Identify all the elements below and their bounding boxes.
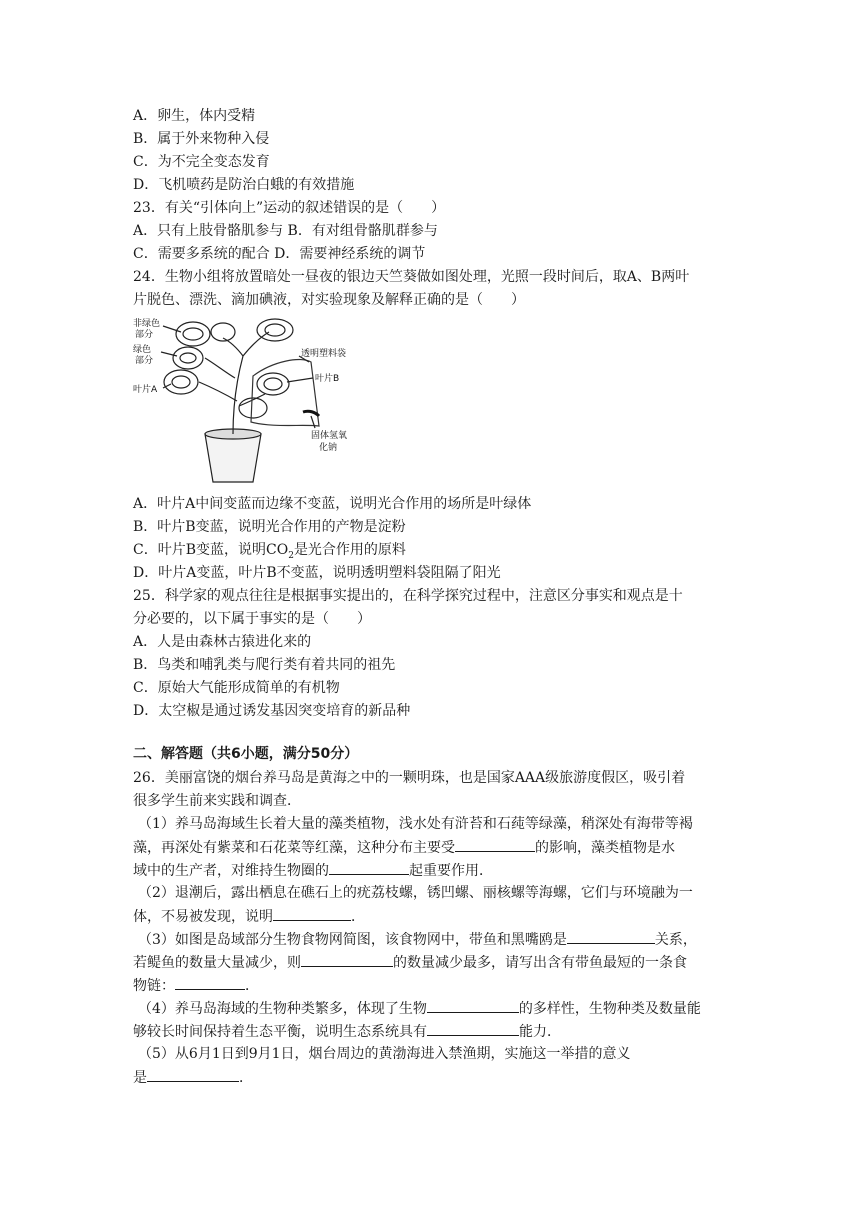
answer-blank[interactable] bbox=[147, 1067, 239, 1082]
q25-stem-line1: 25．科学家的观点往往是根据事实提出的，在科学探究过程中，注意区分事实和观点是十 bbox=[133, 588, 683, 604]
q26-part3-line3: 物链： ． bbox=[133, 975, 259, 995]
answer-blank[interactable] bbox=[427, 998, 519, 1013]
q23-options-ab: A．只有上肢骨骼肌参与 B．有对组骨骼肌群参与 bbox=[133, 223, 438, 239]
q25-option-d: D．太空椒是通过诱发基因突变培育的新品种 bbox=[133, 703, 411, 719]
q22-option-a: A．卵生，体内受精 bbox=[133, 108, 256, 124]
q26-stem-line1: 26．美丽富饶的烟台养马岛是黄海之中的一颗明珠，也是国家AAA级旅游度假区，吸引着 bbox=[133, 770, 686, 786]
q26-part3-line2: 若鳀鱼的数量大量减少，则 的数量减少最多，请写出含有带鱼最短的一条食 bbox=[133, 952, 687, 972]
q23-options-cd: C．需要多系统的配合 D．需要神经系统的调节 bbox=[133, 246, 426, 262]
section-title: 二、解答题（共6小题，满分50分） bbox=[133, 746, 359, 762]
label-green-2: 部分 bbox=[135, 356, 154, 366]
geranium-diagram bbox=[133, 316, 358, 486]
q26-part2-line1: （2）退潮后，露出栖息在礁石上的疣荔枝螺，锈凹螺、丽核螺等海螺，它们与环境融为一 bbox=[138, 885, 693, 901]
answer-blank[interactable] bbox=[329, 860, 409, 875]
answer-blank[interactable] bbox=[273, 906, 351, 921]
answer-blank[interactable] bbox=[567, 929, 655, 944]
q24-option-d: D．叶片A变蓝，叶片B不变蓝，说明透明塑料袋阻隔了阳光 bbox=[133, 565, 501, 581]
q22-option-b: B．属于外来物种入侵 bbox=[133, 131, 270, 147]
q26-part5-line1: （5）从6月1日到9月1日，烟台周边的黄渤海进入禁渔期，实施这一举措的意义 bbox=[138, 1046, 631, 1062]
q26-part1-line1: （1）养马岛海域生长着大量的藻类植物，浅水处有浒苔和石莼等绿藻，稍深处有海带等褐 bbox=[138, 816, 693, 832]
answer-blank[interactable] bbox=[427, 1021, 519, 1036]
label-naoh-2: 化钠 bbox=[319, 443, 338, 453]
label-bag: 透明塑料袋 bbox=[301, 349, 347, 359]
q26-part4-line1: （4）养马岛海域的生物种类繁多，体现了生物 的多样性，生物种类及数量能 bbox=[138, 998, 701, 1018]
q26-part2-line2: 体，不易被发现，说明 ． bbox=[133, 906, 365, 926]
q24-option-a: A．叶片A中间变蓝而边缘不变蓝，说明光合作用的场所是叶绿体 bbox=[133, 496, 532, 512]
plant-experiment-figure bbox=[133, 316, 358, 486]
q26-part1-line3: 域中的生产者，对维持生物圈的 起重要作用． bbox=[133, 860, 493, 880]
q25-option-c: C．原始大气能形成简单的有机物 bbox=[133, 680, 340, 696]
q26-part3-line1: （3）如图是岛域部分生物食物网简图，该食物网中，带鱼和黑嘴鸥是 关系， bbox=[138, 929, 697, 949]
answer-blank[interactable] bbox=[455, 837, 535, 852]
q26-stem-line2: 很多学生前来实践和调查． bbox=[133, 793, 301, 809]
answer-blank[interactable] bbox=[175, 975, 245, 990]
label-leaf-a: 叶片A bbox=[133, 385, 158, 395]
q25-option-b: B．鸟类和哺乳类与爬行类有着共同的祖先 bbox=[133, 657, 396, 673]
label-non-green: 非绿色 bbox=[133, 319, 161, 329]
q26-part5-line2: 是 ． bbox=[133, 1067, 253, 1087]
label-leaf-b: 叶片B bbox=[315, 374, 340, 384]
answer-blank[interactable] bbox=[301, 952, 393, 967]
q26-part4-line2: 够较长时间保持着生态平衡，说明生态系统具有 能力． bbox=[133, 1021, 561, 1041]
q24-option-c: C．叶片B变蓝，说明$CO_2$是光合作用的原料 bbox=[133, 542, 406, 561]
label-green: 绿色 bbox=[133, 345, 152, 355]
q25-option-a: A．人是由森林古猿进化来的 bbox=[133, 634, 312, 650]
q22-option-c: C．为不完全变态发育 bbox=[133, 154, 270, 170]
q24-stem-line2: 片脱色、漂洗、滴加碘液，对实验现象及解释正确的是（ ） bbox=[133, 292, 525, 308]
q25-stem-line2: 分必要的，以下属于事实的是（ ） bbox=[133, 611, 371, 627]
q26-part1-line2: 藻，再深处有紫菜和石花菜等红藻，这种分布主要受 的影响，藻类植物是水 bbox=[133, 837, 675, 857]
q22-option-d: D．飞机喷药是防治白蛾的有效措施 bbox=[133, 177, 355, 193]
label-naoh: 固体氢氧 bbox=[311, 431, 348, 441]
label-non-green-2: 部分 bbox=[135, 330, 154, 340]
q23-stem: 23．有关“引体向上”运动的叙述错误的是（ ） bbox=[133, 200, 446, 216]
q24-stem-line1: 24．生物小组将放置暗处一昼夜的银边天竺葵做如图处理，光照一段时间后，取A、B两叶 bbox=[133, 269, 690, 285]
q24-option-b: B．叶片B变蓝，说明光合作用的产物是淀粉 bbox=[133, 519, 406, 535]
